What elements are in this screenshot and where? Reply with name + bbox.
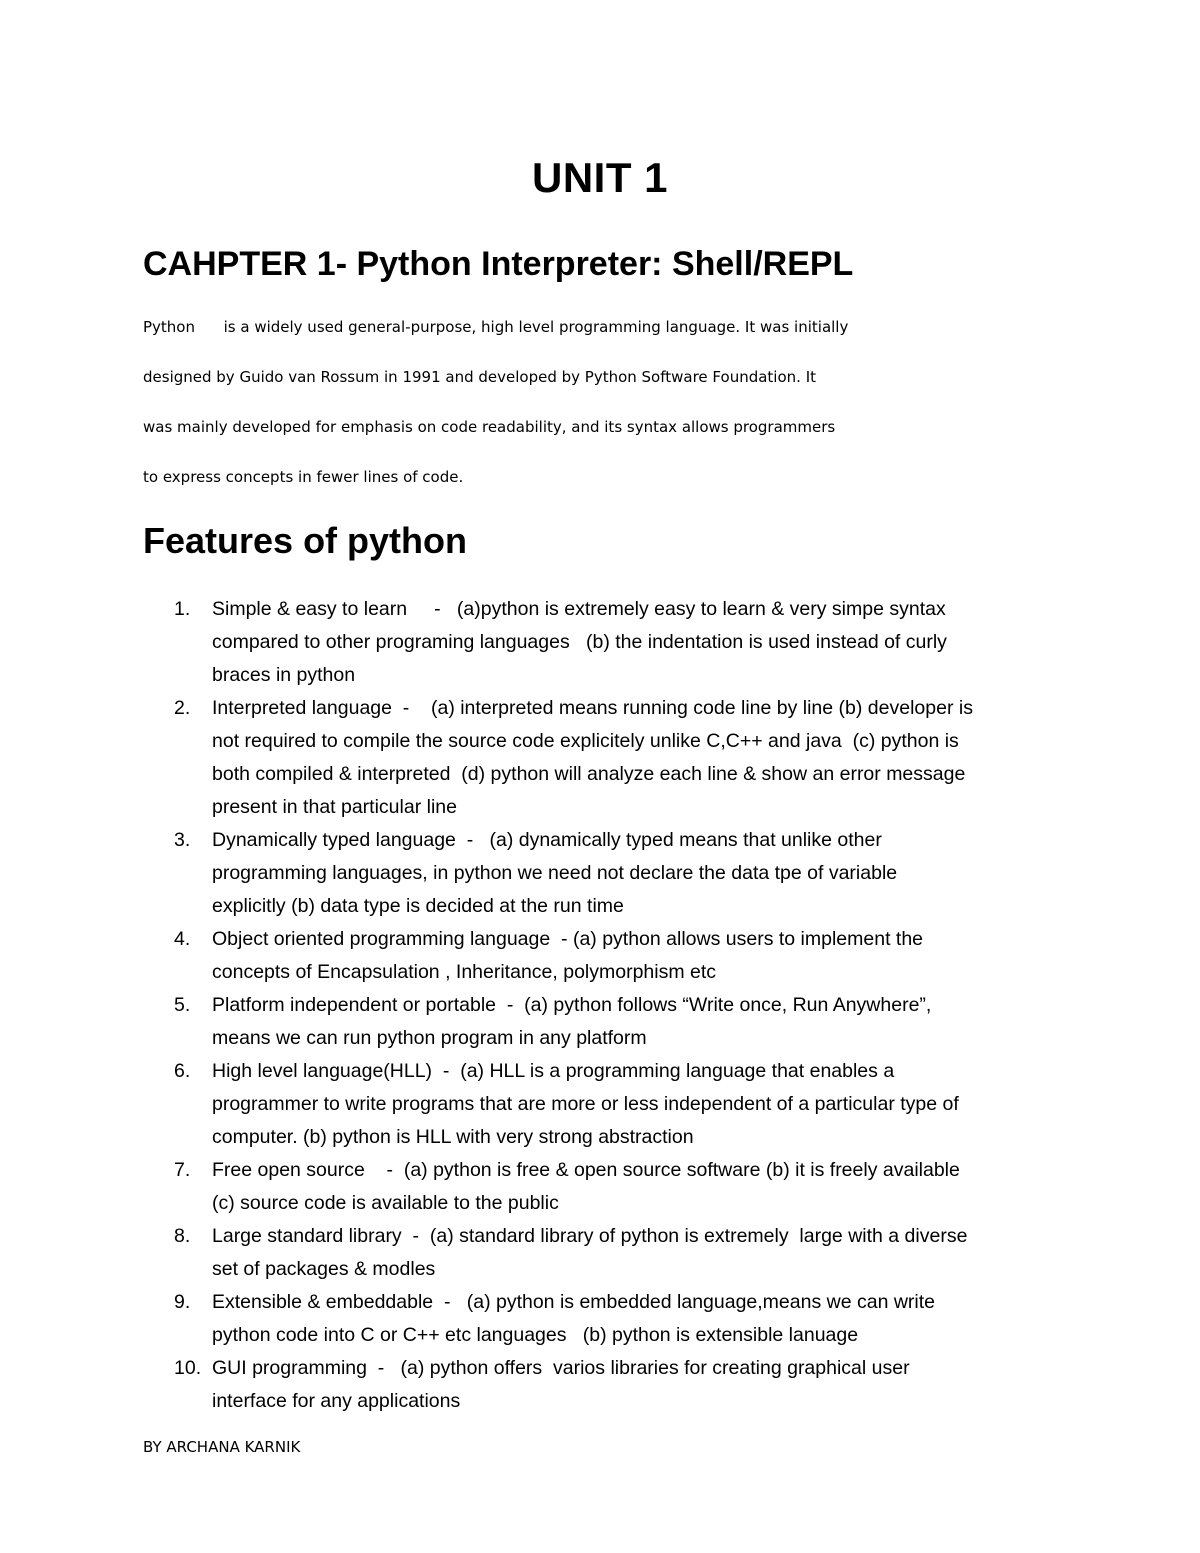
feature-line: not required to compile the source code explicitely unlike C,C++ and java (c) python is	[212, 730, 959, 752]
feature-number: 9.	[174, 1291, 191, 1313]
feature-line: Dynamically typed language - (a) dynamically typed means that unlike other	[212, 829, 882, 851]
feature-line: Platform independent or portable - (a) python follows “Write once, Run Anywhere”,	[212, 994, 932, 1016]
feature-line: computer. (b) python is HLL with very strong abstraction	[212, 1126, 694, 1148]
feature-number: 3.	[174, 829, 191, 851]
feature-line: Simple & easy to learn - (a)python is extremely easy to learn & very simpe syntax	[212, 598, 946, 620]
feature-line: compared to other programing languages (b) the indentation is used instead of curly	[212, 631, 947, 653]
feature-number: 10.	[174, 1357, 202, 1379]
feature-line: Free open source - (a) python is free & open source software (b) it is freely available	[212, 1159, 960, 1181]
feature-item	[143, 1055, 1063, 1154]
features-heading: Features of python	[143, 520, 468, 561]
feature-line: both compiled & interpreted (d) python will analyze each line & show an error message	[212, 763, 966, 785]
feature-item	[143, 923, 1063, 989]
feature-item	[143, 1352, 1063, 1418]
feature-number: 1.	[174, 598, 191, 620]
intro-line: was mainly developed for emphasis on code readability, and its syntax allows programmers	[143, 418, 836, 436]
feature-item	[143, 824, 1063, 923]
feature-line: programmer to write programs that are more or less independent of a particular type of	[212, 1093, 959, 1115]
feature-item	[143, 1154, 1063, 1220]
intro-line: designed by Guido van Rossum in 1991 and developed by Python Software Foundation. It	[143, 368, 817, 386]
feature-line: explicitly (b) data type is decided at the run time	[212, 895, 624, 917]
feature-number: 7.	[174, 1159, 191, 1181]
chapter-title: CAHPTER 1- Python Interpreter: Shell/REPL	[143, 245, 854, 283]
feature-number: 2.	[174, 697, 191, 719]
feature-line: set of packages & modles	[212, 1258, 436, 1280]
intro-line: to express concepts in fewer lines of code.	[143, 468, 464, 486]
feature-item	[143, 692, 1063, 824]
feature-line: programming languages, in python we need not declare the data tpe of variable	[212, 862, 898, 884]
feature-item	[143, 989, 1063, 1055]
feature-line: (c) source code is available to the public	[212, 1192, 559, 1214]
features-list	[143, 593, 1063, 1418]
feature-line: braces in python	[212, 664, 356, 686]
feature-number: 6.	[174, 1060, 191, 1082]
feature-line: means we can run python program in any platform	[212, 1027, 647, 1049]
feature-line: interface for any applications	[212, 1390, 461, 1412]
feature-item	[143, 1220, 1063, 1286]
feature-number: 4.	[174, 928, 191, 950]
feature-line: Extensible & embeddable - (a) python is embedded language,means we can write	[212, 1291, 936, 1313]
unit-title: UNIT 1	[531, 154, 668, 201]
feature-line: Interpreted language - (a) interpreted means running code line by line (b) developer is	[212, 697, 973, 719]
feature-line: Object oriented programming language - (a) python allows users to implement the	[212, 928, 924, 950]
feature-item	[143, 593, 1063, 692]
feature-number: 5.	[174, 994, 191, 1016]
feature-line: present in that particular line	[212, 796, 457, 818]
feature-line: concepts of Encapsulation , Inheritance, polymorphism etc	[212, 961, 717, 983]
feature-line: High level language(HLL) - (a) HLL is a programming language that enables a	[212, 1060, 895, 1082]
feature-line: GUI programming - (a) python offers varios libraries for creating graphical user	[212, 1357, 910, 1379]
intro-line: Python is a widely used general-purpose, high level programming language. It was initially	[143, 318, 849, 336]
author-footer: BY ARCHANA KARNIK	[143, 1438, 301, 1456]
feature-line: python code into C or C++ etc languages (b) python is extensible lanuage	[212, 1324, 859, 1346]
feature-item	[143, 1286, 1063, 1352]
feature-line: Large standard library - (a) standard library of python is extremely large with a diverse	[212, 1225, 968, 1247]
intro-paragraph	[143, 312, 1043, 512]
feature-number: 8.	[174, 1225, 191, 1247]
